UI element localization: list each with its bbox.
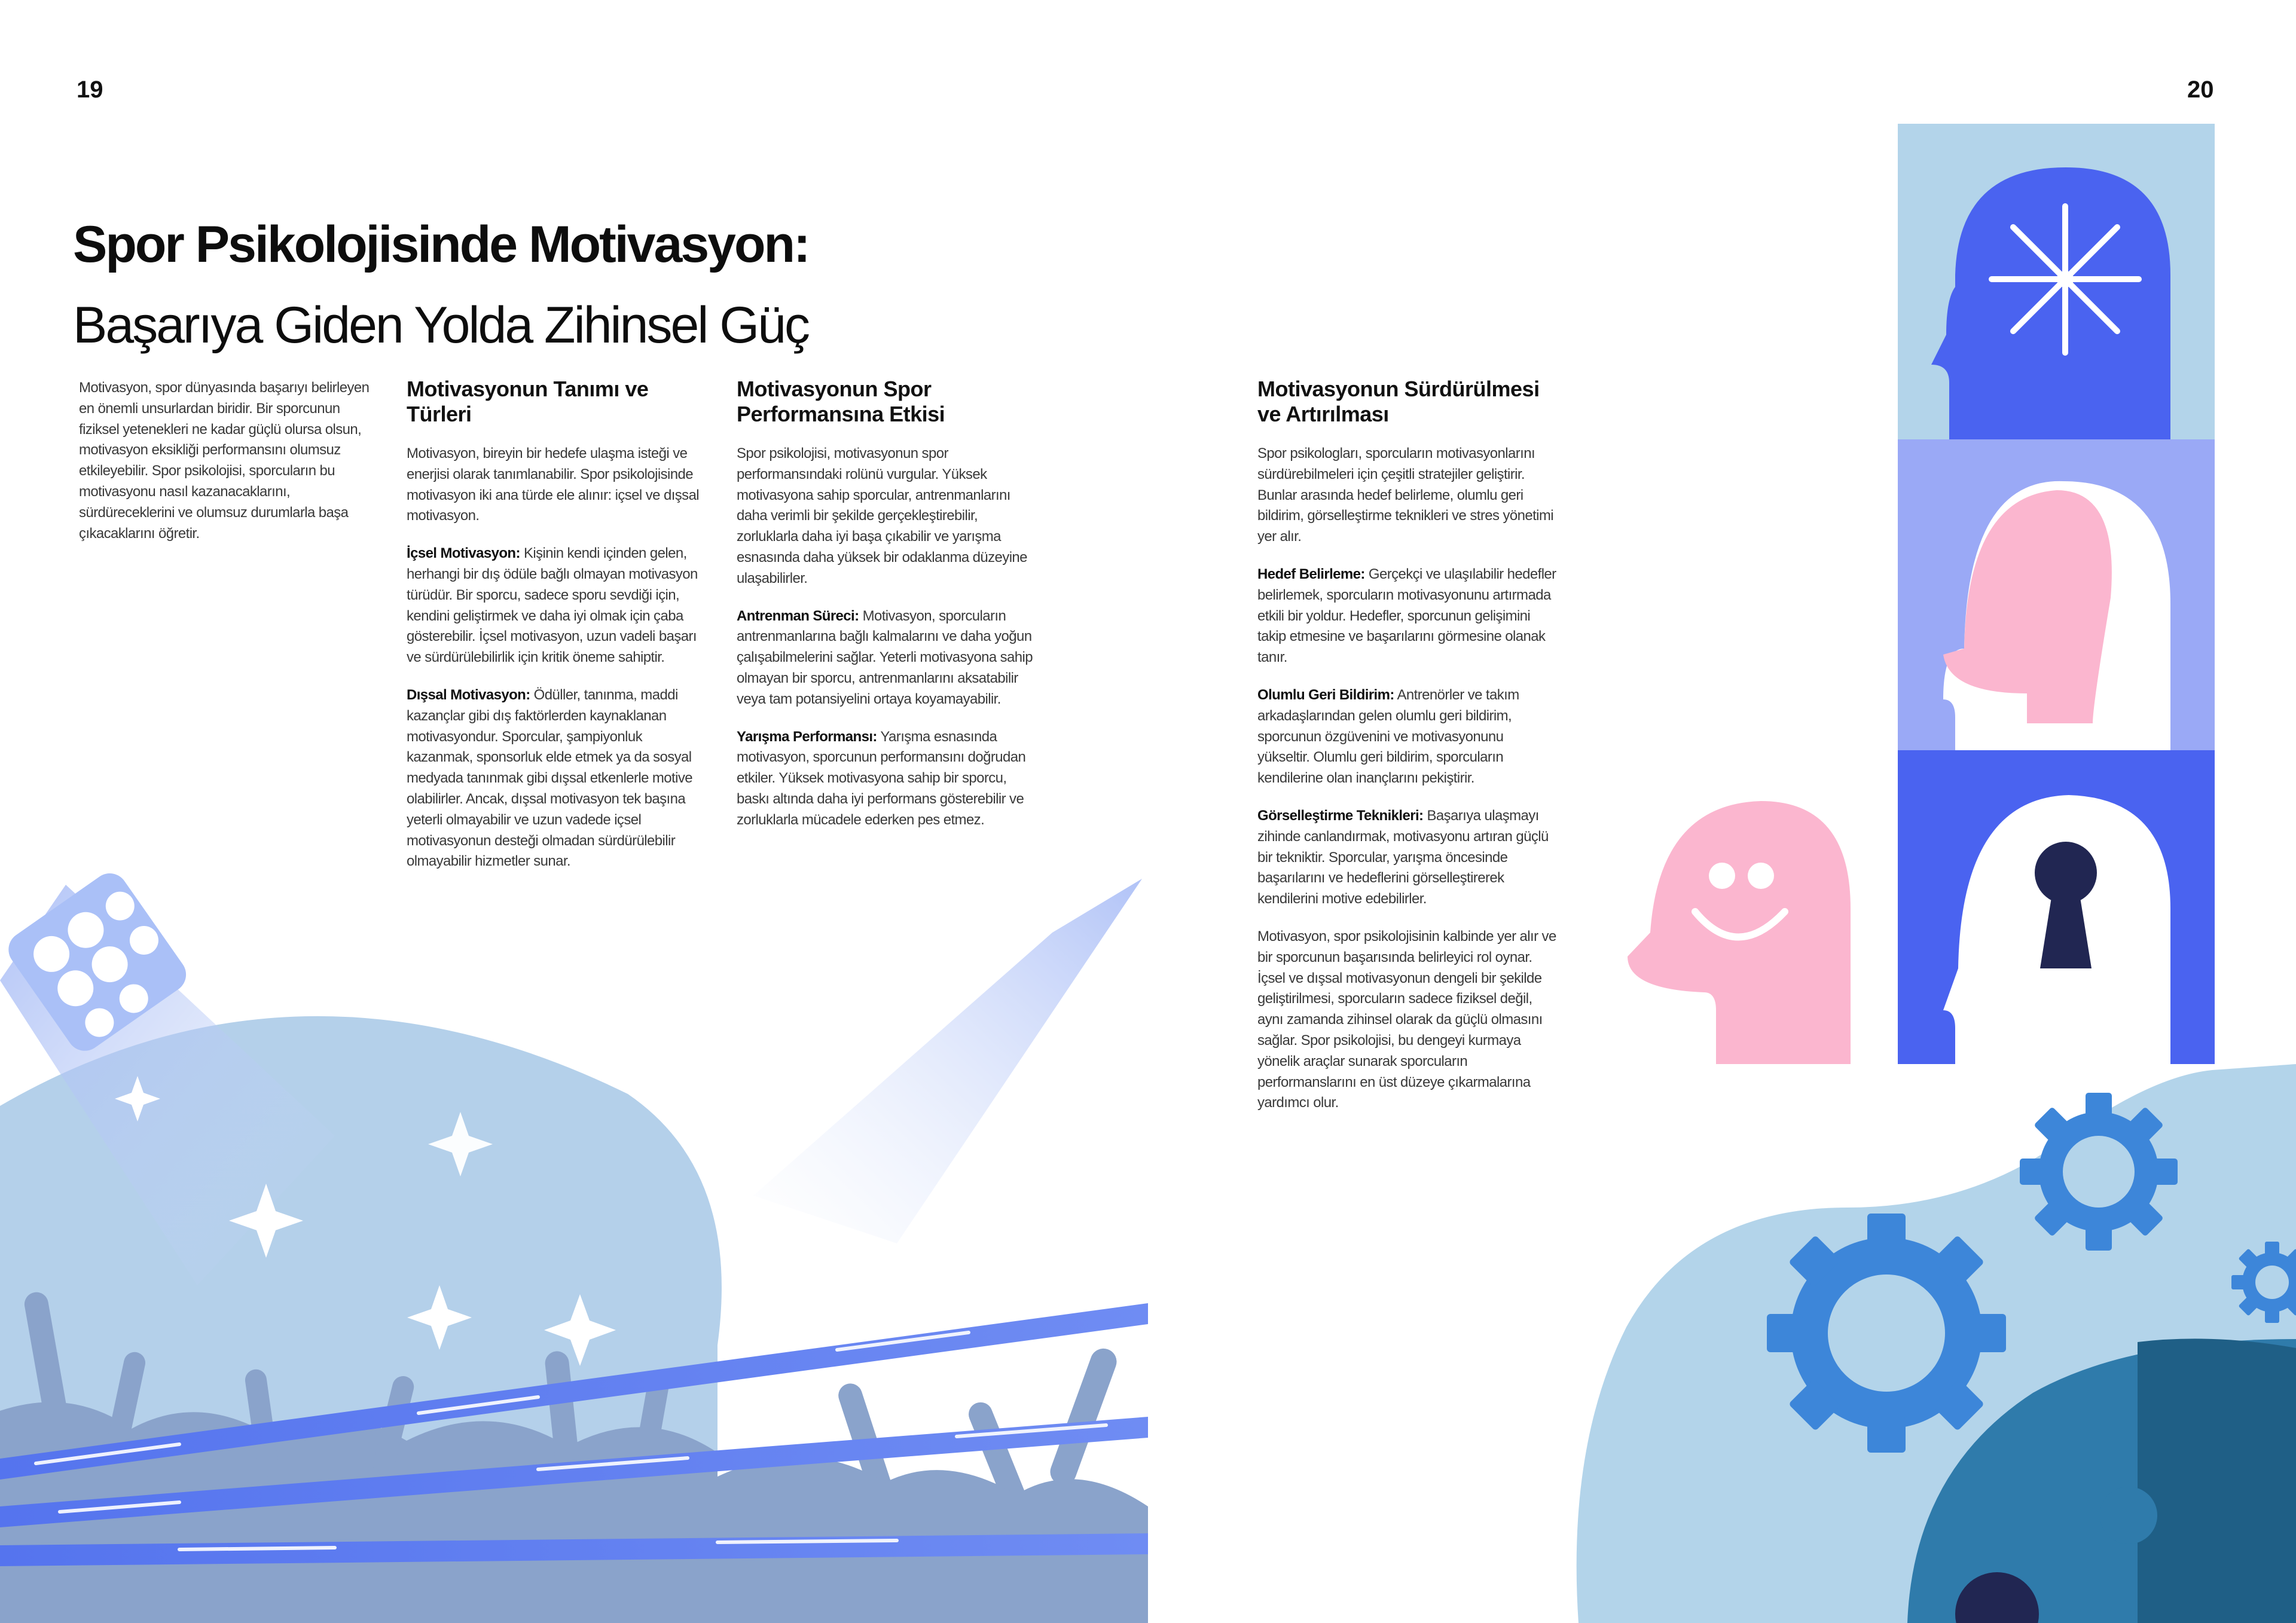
visualization-text: Başarıya ulaşmayı zihinde canlandırmak, motivasyonu artıran güçlü bir tekniktir. Sporcular, yarışma öncesinde başarılarını ve hedeflerini görselleştirerek kendilerini motive edebilirler. [1257,807,1549,907]
page-number-right: 20 [2187,77,2214,103]
effect-heading: Motivasyonun Spor Performansına Etkisi [737,377,945,426]
goal-text: Gerçekçi ve ulaşılabilir hedefler belirlemek, sporcuların motivasyonunu artırmada etkili bir yoldur. Hedefler, sporcunun gelişimini takip etmesine ve başarılarını görmesine olanak tanır. [1257,566,1556,666]
competition-lead: Yarışma Performansı: [737,728,877,745]
article-subtitle: Başarıya Giden Yolda Zihinsel Güç [73,297,809,354]
head-icon-tiles [1628,124,2215,1064]
intrinsic-paragraph [407,543,706,668]
article-title: Spor Psikolojisinde Motivasyon: [73,216,809,273]
goal-paragraph [1257,564,1556,668]
definition-heading: Motivasyonun Tanımı ve Türleri [407,377,649,426]
sustain-body: Spor psikologları, sporcuların motivasyonlarını sürdürebilmeleri için çeşitli stratejiler geliştirir. Bunlar arasında hedef belirleme, olumlu geri bildirim, görselleştirme teknikleri ve stres yönetimi yer alır. [1257,445,1554,545]
extrinsic-text: Ödüller, tanınma, maddi kazançlar gibi dış faktörlerden kaynaklanan motivasyondur. Sporcular, şampiyonluk kazanmak, sponsorluk elde etmek ya da sosyal medyada tanınmak gibi dışsal etkenlerle motive olabilirler. Ancak, dışsal motivasyon tek başına yeterli olmayabilir ve uzun vadede içsel motivasyonun desteği olmadan sürdürülebilir olmayabilir hizmetler sunar. [407,686,692,870]
competition-text: Yarışma esnasında motivasyon, sporcunun performansını doğrudan etkiler. Yüksek motivasyona sahip bir sporcu, baskı altında daha iyi performans gösterebilir ve zorluklarla mücadele ederken pes etmez. [737,728,1026,828]
gears-illustration [1577,1064,2296,1623]
sustain-column [1257,377,1556,1130]
goal-lead: Hedef Belirleme: [1257,566,1365,582]
sustain-heading: Motivasyonun Sürdürülmesi ve Artırılması [1257,377,1540,426]
training-paragraph [737,606,1036,710]
feedback-text: Antrenörler ve takım arkadaşlarından gelen olumlu geri bildirim, sporcunun özgüvenini ve motivasyonunu yükseltir. Olumlu geri bildirim, sporcuların kendilerine olan inançlarını pekiştirir. [1257,686,1519,787]
visualization-paragraph [1257,806,1556,910]
feedback-lead: Olumlu Geri Bildirim: [1257,686,1394,703]
intro-paragraph: Motivasyon, spor dünyasında başarıyı belirleyen en önemli unsurlardan biridir. Bir sporcunun fiziksel yetenekleri ne kadar güçlü olursa olsun, motivasyon eksikliği performansını olumsuz etkileyebilir. Spor psikolojisi, sporcuların bu motivasyonu nasıl kazanacaklarını, sürdüreceklerini ve olumsuz durumlarla başa çıkacaklarını öğretir. [79,380,370,542]
intrinsic-lead: İçsel Motivasyon: [407,545,520,562]
definition-body: Motivasyon, bireyin bir hedefe ulaşma isteği ve enerjisi olarak tanımlanabilir. Spor psikolojisinde motivasyon iki ana türde ele alınır: içsel ve dışsal motivasyon. [407,445,700,524]
effect-body: Spor psikolojisi, motivasyonun spor performansındaki rolünü vurgular. Yüksek motivasyona sahip sporcular, antrenmanlarını daha verimli bir şekilde gerçekleştirebilir, zorluklarla daha iyi başa çıkabilir ve yarışma esnasında daha yüksek bir odaklanma düzeyine ulaşabilirler. [737,445,1027,586]
page-number-left: 19 [77,77,103,103]
feedback-paragraph [1257,685,1556,789]
competition-paragraph [737,727,1036,831]
training-text: Motivasyon, sporcuların antrenmanlarına bağlı kalmalarını ve daha yoğun çalışabilmelerini sağlar. Yeterli motivasyona sahip olmayan bir sporcu, antrenmanlarını aksatabilir veya tam potansiyelini ortaya koyamayabilir. [737,607,1033,707]
closing-paragraph: Motivasyon, spor psikolojisinin kalbinde yer alır ve bir sporcunun başarısında belirleyici rol oynar. İçsel ve dışsal motivasyonun dengeli bir şekilde geliştirilmesi, sporcuların sadece fiziksel değil, aynı zamanda zihinsel olarak da güçlü olmasını sağlar. Spor psikolojisi, bu dengeyi kurmaya yönelik araçlar sunarak sporcuların performanslarını en üst düzeye çıkarmalarına yardımcı olur. [1257,928,1556,1111]
stadium-illustration [0,866,1148,1623]
definition-column [407,377,706,889]
intro-column [79,378,378,561]
effect-column [737,377,1036,848]
extrinsic-paragraph [407,685,706,872]
extrinsic-lead: Dışsal Motivasyon: [407,686,530,703]
intrinsic-text: Kişinin kendi içinden gelen, herhangi bir dış ödüle bağlı olmayan motivasyon türüdür. Bir sporcu, sadece sporu sevdiği için, kendini geliştirmek ve daha iyi olmak için çaba gösterebilir. İçsel motivasyon, uzun vadeli başarı ve sürdürülebilirlik için kritik öneme sahiptir. [407,545,698,666]
visualization-lead: Görselleştirme Teknikleri: [1257,807,1424,824]
training-lead: Antrenman Süreci: [737,607,859,624]
